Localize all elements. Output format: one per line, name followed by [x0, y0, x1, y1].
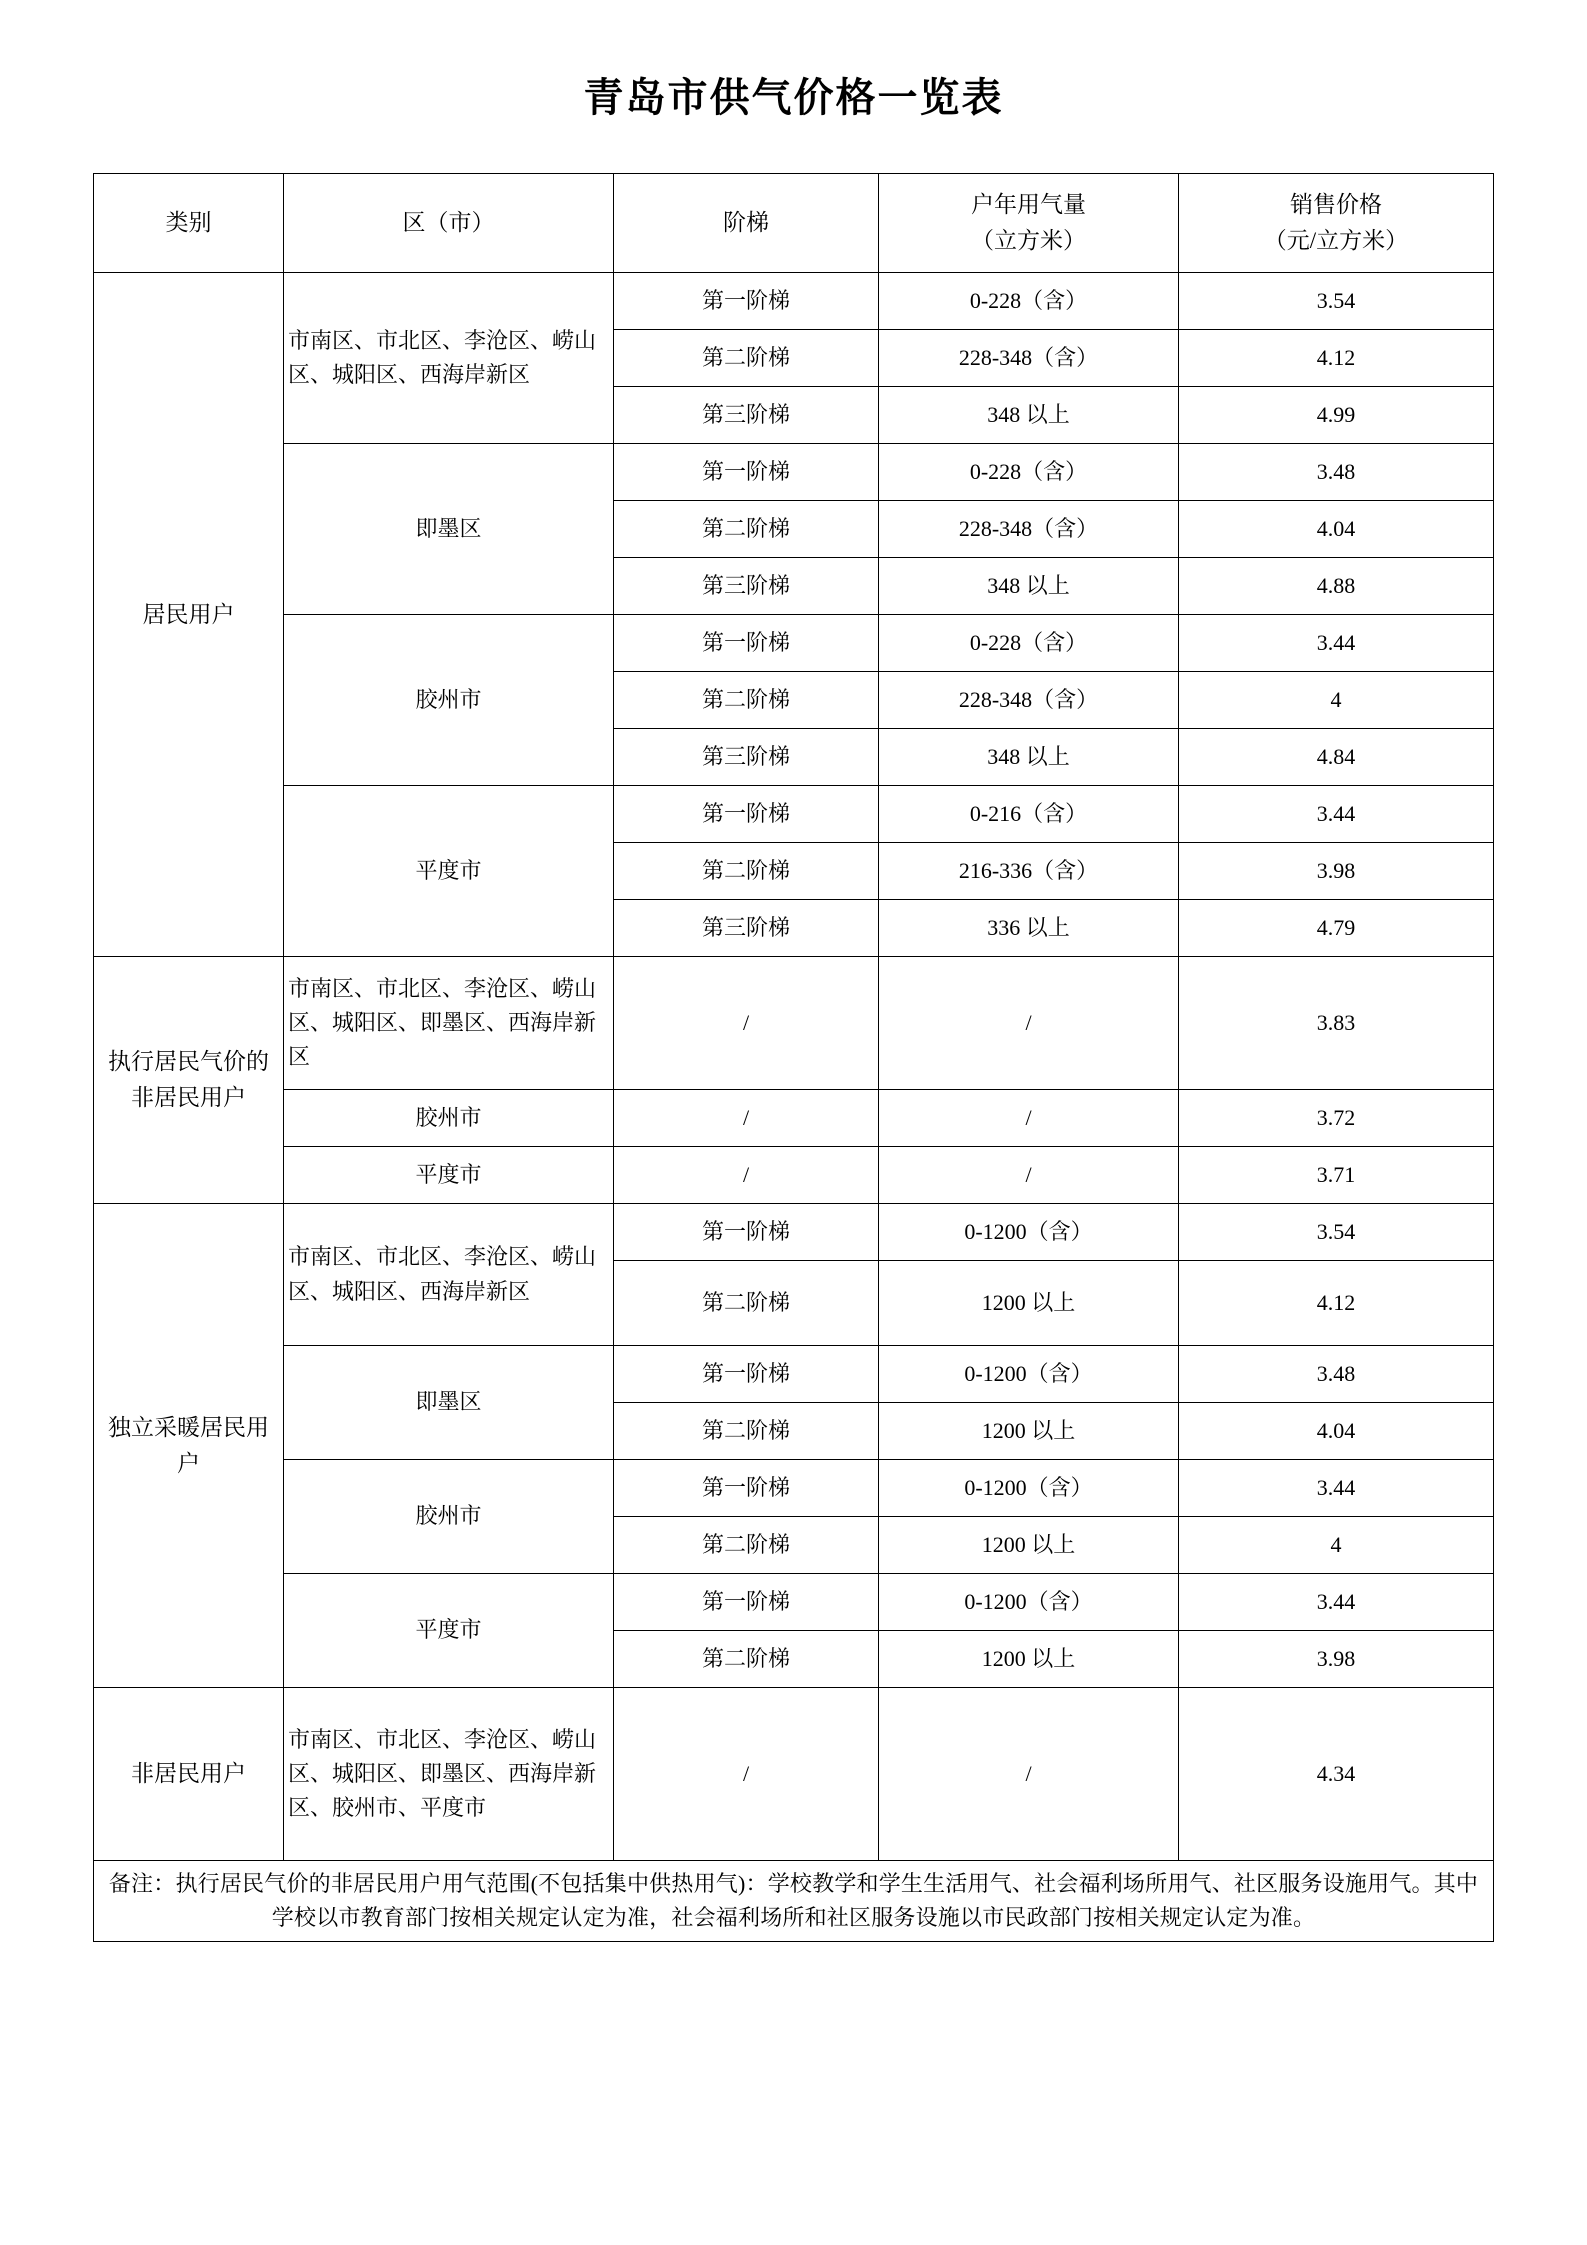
cell-price: 4.12	[1179, 330, 1494, 387]
cell-volume: 228-348（含）	[879, 501, 1179, 558]
cell-tier: 第三阶梯	[614, 558, 879, 615]
cell-price: 4.88	[1179, 558, 1494, 615]
cell-tier: 第二阶梯	[614, 1631, 879, 1688]
cell-district: 胶州市	[284, 615, 614, 786]
cell-tier: /	[614, 957, 879, 1090]
table-row	[94, 1688, 1494, 1861]
table-body	[94, 273, 1494, 1942]
cell-volume: /	[879, 1147, 1179, 1204]
cell-price: 3.98	[1179, 843, 1494, 900]
cell-district: 胶州市	[284, 1460, 614, 1574]
cell-volume: 0-1200（含）	[879, 1204, 1179, 1261]
cell-price: 3.72	[1179, 1090, 1494, 1147]
cell-district: 胶州市	[284, 1090, 614, 1147]
cell-price: 3.98	[1179, 1631, 1494, 1688]
cell-price: 4.04	[1179, 501, 1494, 558]
table-row	[94, 444, 1494, 501]
cell-price: 4.34	[1179, 1688, 1494, 1861]
cell-category: 独立采暖居民用户	[94, 1204, 284, 1688]
table-note-row	[94, 1861, 1494, 1942]
column-header-district: 区（市）	[284, 174, 614, 273]
cell-district: 市南区、市北区、李沧区、崂山区、城阳区、西海岸新区	[284, 273, 614, 444]
cell-tier: 第三阶梯	[614, 729, 879, 786]
column-header-volume-line1: 户年用气量	[971, 192, 1086, 218]
cell-price: 4.12	[1179, 1261, 1494, 1346]
cell-tier: 第一阶梯	[614, 1204, 879, 1261]
cell-tier: 第三阶梯	[614, 387, 879, 444]
table-row	[94, 786, 1494, 843]
cell-tier: 第二阶梯	[614, 1261, 879, 1346]
table-row	[94, 1574, 1494, 1631]
cell-price: 4.99	[1179, 387, 1494, 444]
cell-district: 市南区、市北区、李沧区、崂山区、城阳区、即墨区、西海岸新区	[284, 957, 614, 1090]
table-row	[94, 1460, 1494, 1517]
table-header-row	[94, 174, 1494, 273]
cell-volume: /	[879, 1688, 1179, 1861]
cell-district: 即墨区	[284, 1346, 614, 1460]
column-header-price	[1179, 174, 1494, 273]
gas-price-table	[93, 173, 1494, 1942]
table-note: 备注：执行居民气价的非居民用户用气范围(不包括集中供热用气)：学校教学和学生生活用气、社会福利场所用气、社区服务设施用气。其中学校以市教育部门按相关规定认定为准，社会福利场所和社区服务设施以市民政部门按相关规定认定为准。	[94, 1861, 1494, 1942]
cell-tier: /	[614, 1090, 879, 1147]
cell-volume: 1200 以上	[879, 1517, 1179, 1574]
cell-tier: 第一阶梯	[614, 444, 879, 501]
cell-volume: 228-348（含）	[879, 672, 1179, 729]
cell-volume: 0-1200（含）	[879, 1574, 1179, 1631]
cell-volume: /	[879, 957, 1179, 1090]
column-header-tier: 阶梯	[614, 174, 879, 273]
column-header-volume	[879, 174, 1179, 273]
cell-volume: 348 以上	[879, 387, 1179, 444]
cell-price: 4	[1179, 672, 1494, 729]
cell-category: 执行居民气价的非居民用户	[94, 957, 284, 1204]
cell-tier: 第一阶梯	[614, 1346, 879, 1403]
table-row	[94, 273, 1494, 330]
cell-price: 4.79	[1179, 900, 1494, 957]
cell-tier: 第二阶梯	[614, 843, 879, 900]
cell-tier: 第一阶梯	[614, 1574, 879, 1631]
cell-tier: 第三阶梯	[614, 900, 879, 957]
table-row	[94, 1147, 1494, 1204]
cell-price: 4	[1179, 1517, 1494, 1574]
cell-price: 3.54	[1179, 273, 1494, 330]
cell-district: 市南区、市北区、李沧区、崂山区、城阳区、西海岸新区	[284, 1204, 614, 1346]
cell-tier: 第二阶梯	[614, 1403, 879, 1460]
cell-volume: 0-1200（含）	[879, 1346, 1179, 1403]
cell-tier: 第二阶梯	[614, 672, 879, 729]
table-header	[94, 174, 1494, 273]
cell-price: 3.48	[1179, 1346, 1494, 1403]
cell-tier: /	[614, 1688, 879, 1861]
cell-volume: 348 以上	[879, 729, 1179, 786]
cell-tier: 第二阶梯	[614, 330, 879, 387]
cell-district: 即墨区	[284, 444, 614, 615]
cell-volume: 348 以上	[879, 558, 1179, 615]
cell-district: 市南区、市北区、李沧区、崂山区、城阳区、即墨区、西海岸新区、胶州市、平度市	[284, 1688, 614, 1861]
cell-price: 3.44	[1179, 1460, 1494, 1517]
cell-district: 平度市	[284, 786, 614, 957]
cell-tier: 第二阶梯	[614, 501, 879, 558]
cell-volume: 228-348（含）	[879, 330, 1179, 387]
table-row	[94, 615, 1494, 672]
cell-volume: 336 以上	[879, 900, 1179, 957]
cell-price: 3.71	[1179, 1147, 1494, 1204]
cell-volume: 0-216（含）	[879, 786, 1179, 843]
cell-tier: 第一阶梯	[614, 615, 879, 672]
table-row	[94, 1204, 1494, 1261]
cell-price: 3.44	[1179, 786, 1494, 843]
cell-volume: 0-228（含）	[879, 273, 1179, 330]
cell-district: 平度市	[284, 1574, 614, 1688]
cell-tier: 第一阶梯	[614, 786, 879, 843]
cell-volume: 0-228（含）	[879, 444, 1179, 501]
cell-volume: 1200 以上	[879, 1403, 1179, 1460]
cell-price: 3.83	[1179, 957, 1494, 1090]
cell-category: 非居民用户	[94, 1688, 284, 1861]
column-header-volume-line2: （立方米）	[971, 228, 1086, 253]
cell-price: 3.44	[1179, 615, 1494, 672]
cell-volume: 1200 以上	[879, 1631, 1179, 1688]
column-header-category: 类别	[94, 174, 284, 273]
column-header-price-line1: 销售价格	[1290, 192, 1382, 218]
table-row	[94, 1090, 1494, 1147]
cell-tier: /	[614, 1147, 879, 1204]
cell-volume: 216-336（含）	[879, 843, 1179, 900]
cell-category: 居民用户	[94, 273, 284, 957]
cell-price: 4.04	[1179, 1403, 1494, 1460]
cell-tier: 第一阶梯	[614, 1460, 879, 1517]
cell-volume: /	[879, 1090, 1179, 1147]
page-title: 青岛市供气价格一览表	[583, 74, 1004, 121]
table-row	[94, 1346, 1494, 1403]
table-row	[94, 957, 1494, 1090]
cell-price: 3.44	[1179, 1574, 1494, 1631]
cell-volume: 1200 以上	[879, 1261, 1179, 1346]
cell-district: 平度市	[284, 1147, 614, 1204]
cell-tier: 第二阶梯	[614, 1517, 879, 1574]
cell-price: 3.48	[1179, 444, 1494, 501]
cell-tier: 第一阶梯	[614, 273, 879, 330]
cell-price: 3.54	[1179, 1204, 1494, 1261]
price-table-container	[93, 173, 1494, 1942]
cell-volume: 0-228（含）	[879, 615, 1179, 672]
cell-price: 4.84	[1179, 729, 1494, 786]
cell-volume: 0-1200（含）	[879, 1460, 1179, 1517]
column-header-price-line2: （元/立方米）	[1263, 228, 1409, 253]
